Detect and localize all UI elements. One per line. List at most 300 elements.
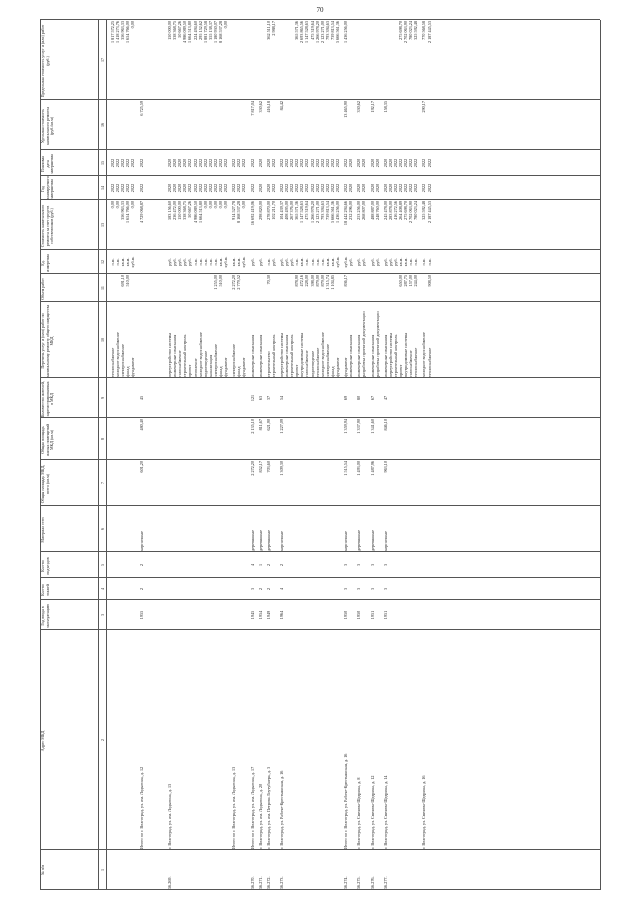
table-cell: строительный контроль [270, 334, 276, 377]
table-cell: 1950 [343, 610, 349, 620]
table-cell: г. Волгоград, ул. им. Лодыгина, д. 13 [167, 783, 172, 849]
table-cell: 2022 [335, 158, 340, 168]
table-cell: 2022 [130, 183, 136, 193]
table-cell: разработка проектной документации [361, 311, 367, 377]
table-cell: 224 494,60 [192, 21, 198, 40]
table-cell: 362 511,10 [265, 21, 271, 40]
column-rule [40, 889, 600, 890]
column-rule [40, 199, 600, 200]
table-cell: 2022 [249, 158, 255, 168]
table-cell: руб. [369, 258, 375, 266]
table-cell: фундамент [241, 357, 247, 377]
table-cell: 4 729 068,87 [138, 201, 144, 223]
header-cell: Плановая дата завершения [40, 154, 55, 174]
table-cell: 2022 [278, 183, 284, 193]
table-cell: 3 [369, 563, 375, 567]
table-cell: 50 667,26 [177, 21, 183, 38]
table-cell: 245 478,00 [382, 201, 388, 220]
table-cell: кв.м. [236, 257, 242, 267]
table-cell: 2020 [172, 183, 178, 193]
column-rule [40, 599, 600, 600]
table-cell: фундамент [223, 357, 229, 377]
column-number: 6 [100, 528, 105, 530]
table-cell: фасад [218, 366, 223, 377]
table-cell: инженерные изыскания [369, 334, 375, 377]
table-cell: 3 [343, 587, 349, 591]
table-cell: руб. [278, 258, 284, 266]
table-cell: 2022 [324, 158, 330, 168]
table-cell: 2020 [356, 183, 362, 193]
table-cell: 1 341,60 [369, 419, 375, 434]
table-cell: 2022 [329, 183, 335, 193]
table-cell: 1 309,30 [278, 461, 284, 476]
table-cell: г. Волгоград, ул. им. Лодыгина, д. 20 [257, 783, 263, 849]
table-cell: 739 813,54 [329, 21, 335, 40]
table-cell: строительный контроль [182, 334, 188, 377]
table-cell: электроснабжение [231, 344, 237, 377]
table-cell: 2022 [138, 183, 144, 193]
table-cell: 2022 [138, 158, 144, 168]
table-cell: 104 439,37 [278, 201, 284, 220]
table-cell: 2022 [223, 158, 229, 168]
table-cell: 4 986 089,50 [182, 21, 188, 43]
column-rule [40, 551, 600, 552]
table-cell: 338 368,75 [182, 201, 188, 220]
table-cell: 13 465,90 [343, 101, 349, 118]
table-cell: п.м. [309, 258, 315, 266]
table-cell: 2022 [110, 183, 115, 193]
column-number: 14 [100, 186, 105, 190]
table-cell: 0,00 [202, 201, 208, 209]
table-cell: 2022 [110, 158, 115, 168]
table-cell: 2022 [120, 183, 126, 193]
table-cell: 2020 [182, 158, 188, 168]
table-cell: куб.м. [223, 256, 229, 268]
table-cell: 2022 [115, 158, 121, 168]
table-cell: 158,35 [382, 101, 388, 113]
table-cell: 2022 [299, 183, 305, 193]
table-cell: 2 779,52 [236, 275, 242, 290]
table-cell: 1 337,90 [356, 419, 362, 434]
table-cell: 2 [138, 563, 144, 567]
table-cell: разработка проектной документации [374, 311, 380, 377]
table-cell: 5 666 561,36 [329, 201, 335, 223]
table-cell: инженерные изыскания [249, 334, 255, 377]
table-cell: п.м. [413, 258, 419, 266]
table-cell: переустройство системы [278, 332, 284, 377]
table-cell: 2 272,20 [231, 275, 237, 290]
table-cell: 2022 [192, 183, 198, 193]
table-cell: 69 [343, 395, 349, 401]
table-cell: куб.м. [130, 256, 136, 268]
table-cell: руб. [289, 258, 295, 266]
table-cell: 3 [356, 563, 362, 567]
table-cell: 770 568,58 [421, 21, 427, 40]
table-cell: кирпичные [138, 531, 144, 551]
table-cell: фасад [329, 366, 335, 377]
column-rule [40, 577, 600, 578]
table-cell: 416 272,56 [392, 201, 398, 220]
table-cell: 0,00 [130, 201, 136, 209]
table-cell: 0,00 [223, 21, 229, 29]
table-cell: теплоснабжение [426, 347, 432, 377]
table-cell: 0,00 [207, 201, 213, 209]
table-cell: 2022 [241, 158, 247, 168]
table-cell: 2022 [319, 183, 325, 193]
table-cell: г. Волгоград, ул. Смехова-Щедрина, д. 8 [356, 777, 362, 849]
table-cell: 2022 [329, 158, 335, 168]
table-cell: 330,62 [356, 101, 362, 113]
table-cell: переустройство системы [167, 332, 172, 377]
table-cell: 3 [369, 587, 375, 591]
table-cell: 2022 [314, 158, 320, 168]
table-cell: 2 123 271,00 [314, 201, 320, 223]
table-cell: Итого по г. Волгоград, ул. Рабоче-Крестьянская, д. 16 [343, 753, 349, 849]
table-cell: 1 664 513,80 [197, 201, 203, 223]
column-number: 10 [100, 338, 105, 342]
table-cell: 1951 [369, 610, 375, 620]
table-cell: проект [187, 364, 193, 377]
table-cell: 192,17 [369, 101, 375, 113]
table-cell: 56.275. [356, 876, 362, 889]
table-cell: деревянные [356, 530, 362, 551]
table-cell: 601,20 [138, 461, 144, 473]
column-rule [40, 301, 600, 302]
table-cell: 1 436 256,00 [335, 201, 340, 223]
table-cell: 248 760,00 [374, 201, 380, 220]
table-cell: 1 817 572,25 [110, 21, 115, 43]
table-cell: 1 255,00 [212, 275, 218, 290]
table-cell: кирпичные [343, 531, 349, 551]
table-cell: 1 180 930,07 [212, 21, 218, 43]
table-cell: 236 472,00 [172, 201, 178, 220]
table-cell: 2 187 445,53 [426, 21, 432, 43]
row-rule [98, 20, 99, 890]
table-cell: 879,00 [314, 275, 320, 287]
table-cell: 253 256,00 [356, 201, 362, 220]
header-cell: Материал стен [40, 517, 45, 543]
header-cell: Общая площадь МКД, всего (кв.м) [40, 464, 50, 504]
table-cell: 1 654 766,00 [125, 201, 131, 223]
table-cell: 2022 [207, 158, 213, 168]
table-cell: переустройство системы [387, 332, 393, 377]
table-cell: 3 [382, 587, 388, 591]
table-cell: руб. [348, 258, 354, 266]
table-cell: п.м. [197, 258, 203, 266]
table-cell: 1 266 978,20 [314, 21, 320, 43]
header-cell: Предельная стоимость услуг и (или) работ (руб.) [40, 24, 50, 98]
table-cell: кв.м. [299, 257, 305, 267]
table-cell: канализация [207, 354, 213, 377]
table-cell: п.м. [110, 258, 115, 266]
table-cell: электроснабжение [120, 344, 126, 377]
table-cell: п.м. [314, 258, 320, 266]
table-cell: 480,40 [138, 419, 144, 431]
header-cell: Кол-во подъездов [40, 557, 50, 575]
table-cell: 2022 [289, 183, 295, 193]
table-cell: 2022 [421, 158, 427, 168]
table-cell: 1955 [138, 610, 144, 620]
table-cell: 8 168 537,28 [236, 201, 242, 223]
table-cell: 2020 [356, 158, 362, 168]
table-cell: 37 [265, 395, 271, 401]
table-cell: 488 887,00 [369, 201, 375, 220]
table-cell: 2022 [294, 158, 300, 168]
table-cell: 150 000,00 [177, 201, 183, 220]
table-cell: 2022 [202, 158, 208, 168]
table-cell: 780 023,24 [408, 21, 414, 40]
table-cell: Итого по г. Волгоград, ул. им. Лодыгина, д. 13 [231, 766, 237, 849]
column-number: 17 [100, 58, 105, 62]
table-cell: 295 152,62 [197, 21, 203, 40]
table-cell: 1 487,96 [369, 461, 375, 476]
table-cell: руб. [187, 258, 193, 266]
table-cell: 2022 [130, 158, 136, 168]
table-cell: 2022 [408, 158, 414, 168]
column-rule [40, 849, 600, 850]
table-cell: 330,62 [257, 101, 263, 113]
table-cell: 793 394,63 [324, 21, 330, 40]
table-cell: 1950 [356, 610, 362, 620]
column-rule [40, 99, 600, 100]
table-cell: 2022 [212, 158, 218, 168]
table-cell: деревянные [369, 530, 375, 551]
table-cell: 1 654 766,00 [125, 21, 131, 43]
table-cell: 2022 [187, 158, 193, 168]
table-cell: 5 666 561,36 [335, 21, 340, 43]
table-cell: 3 [249, 587, 255, 591]
table-cell: руб. [172, 258, 178, 266]
table-cell: 2 [257, 587, 263, 591]
table-cell: 408 495,00 [284, 201, 289, 220]
table-cell: руб. [387, 258, 393, 266]
table-cell: 2022 [403, 158, 409, 168]
table-cell: 2020 [177, 158, 183, 168]
table-cell: 1949 [265, 610, 271, 620]
table-cell: 2022 [202, 183, 208, 193]
table-cell: 2022 [236, 158, 242, 168]
table-cell: 56.269. [167, 876, 172, 889]
table-cell: 268 807,00 [361, 201, 367, 220]
column-rule [40, 19, 600, 20]
capital-repair-table [40, 20, 600, 890]
table-cell: г. Волгоград, ул. Смехова-Щедрина, д. 14 [382, 775, 388, 849]
column-rule [40, 459, 600, 460]
table-cell: 2022 [187, 183, 193, 193]
table-cell: 2022 [408, 183, 414, 193]
table-cell: 1 418 273,76 [115, 21, 121, 43]
row-rule [600, 20, 601, 890]
table-cell: деревянные [265, 530, 271, 551]
table-cell: 2 693 865,56 [299, 21, 305, 43]
table-cell: 7 817,04 [249, 101, 255, 116]
table-cell: 2022 [304, 158, 310, 168]
table-cell: теплоснабжение [413, 347, 419, 377]
table-cell: газоснабжение [408, 350, 414, 377]
table-cell: 356 963,33 [120, 21, 126, 40]
header-cell: Объем работ [40, 278, 45, 300]
table-cell: 50 667,26 [187, 201, 193, 218]
table-cell: 1 266 978,20 [309, 201, 315, 223]
table-cell: инженерные изыскания [257, 334, 263, 377]
table-cell: п.м. [202, 258, 208, 266]
table-cell: 2022 [304, 183, 310, 193]
table-cell: 510,00 [218, 275, 223, 287]
table-cell: 2022 [115, 183, 121, 193]
table-cell: фундамент [130, 357, 136, 377]
table-cell: 47 [382, 395, 388, 401]
table-cell: 1954 [257, 610, 263, 620]
table-cell: 2022 [392, 158, 398, 168]
table-cell: п.м. [115, 258, 121, 266]
table-cell: руб. [382, 258, 388, 266]
table-cell: 2022 [324, 183, 330, 193]
table-cell: фундамент [335, 357, 340, 377]
table-cell: п.м. [294, 258, 300, 266]
column-rule [40, 505, 600, 506]
table-cell: 846,10 [382, 419, 388, 431]
table-cell: строительный контроль [289, 334, 295, 377]
table-cell: 2 [265, 563, 271, 567]
table-cell: 56.273. [278, 876, 284, 889]
table-cell: 2022 [343, 158, 349, 168]
table-cell: отопление [192, 358, 198, 377]
table-cell: 2022 [212, 183, 218, 193]
table-cell: Итого по г. Волгоград, ул. им. Лодыгина, д. 12 [138, 766, 144, 849]
table-cell: проект [294, 364, 300, 377]
page-number: 70 [316, 6, 324, 14]
table-cell: кв.м. [231, 257, 237, 267]
table-cell: 278 870,00 [265, 201, 271, 220]
table-cell: руб. [374, 258, 380, 266]
table-cell: теплоснабжение [314, 347, 320, 377]
table-cell: 703,60 [265, 461, 271, 473]
table-cell: 3 [343, 563, 349, 567]
column-rule [40, 417, 600, 418]
column-number: 15 [100, 161, 105, 165]
table-cell: 691,10 [120, 275, 126, 287]
column-number: 4 [100, 588, 105, 590]
table-cell: 1 359,94 [343, 419, 349, 434]
table-cell: руб. [356, 258, 362, 266]
table-cell: 475 319,64 [304, 201, 310, 220]
table-cell: 2020 [172, 158, 178, 168]
header-cell: Ед. измерения [40, 254, 50, 272]
table-cell: 228,00 [304, 275, 310, 287]
table-cell: 0,00 [212, 201, 218, 209]
table-cell: Итого по г. Волгоград, ул. им. Лодыгина, д. 17 [249, 766, 255, 849]
table-cell: 290,17 [421, 101, 427, 113]
table-cell: кирпичные [382, 531, 388, 551]
table-cell: 3 [356, 587, 362, 591]
table-cell: 2020 [382, 183, 388, 193]
table-cell: фундамент [343, 357, 349, 377]
table-cell: 2022 [197, 158, 203, 168]
table-cell: 0,00 [115, 201, 121, 209]
table-cell: 45 [138, 395, 144, 401]
table-cell: руб. [167, 258, 172, 266]
table-cell: 70,30 [265, 275, 271, 285]
table-cell: 2022 [294, 183, 300, 193]
table-cell: п.м. [265, 258, 271, 266]
table-cell: 2022 [314, 183, 320, 193]
table-cell: куб.м. [241, 256, 247, 268]
table-cell: 0,00 [130, 21, 136, 29]
table-cell: руб. [249, 258, 255, 266]
table-cell: 1 227,09 [278, 419, 284, 434]
table-cell: 54 [278, 395, 284, 401]
table-cell: 275 698,70 [403, 201, 409, 220]
table-cell: 2020 [167, 183, 172, 193]
table-cell: 2020 [257, 183, 263, 193]
table-cell: 0,00 [241, 201, 247, 209]
table-cell: инженерные изыскания [172, 334, 178, 377]
table-cell: 1945 [249, 610, 255, 620]
table-cell: 2022 [319, 158, 325, 168]
table-cell: водоотведение [202, 350, 208, 377]
table-cell: 2020 [387, 158, 393, 168]
header-cell: № п/п [40, 864, 45, 876]
table-cell: 879,00 [319, 275, 325, 287]
table-cell: холодное водоснабжение [421, 332, 427, 377]
table-cell: 2020 [348, 183, 354, 193]
column-number: 7 [100, 482, 105, 484]
table-cell: 6 725,59 [138, 101, 144, 116]
table-cell: 157,00 [408, 275, 414, 287]
table-cell: 2022 [284, 183, 289, 193]
table-cell: 1 147 528,63 [299, 201, 305, 223]
column-rule [40, 377, 600, 378]
table-cell: 2022 [278, 158, 284, 168]
table-cell: 2022 [413, 183, 419, 193]
table-cell: строительство [265, 351, 271, 377]
table-cell: 2022 [335, 183, 340, 193]
table-cell: инженерные изыскания [382, 334, 388, 377]
table-cell: 2022 [125, 158, 131, 168]
rotated-sheet [40, 20, 600, 890]
table-cell: теплоснабжение [110, 347, 115, 377]
table-cell: 67 [369, 395, 375, 401]
table-cell: 267 376,00 [289, 201, 295, 220]
table-cell: 264 408,89 [398, 201, 403, 220]
table-cell: 80 [356, 395, 362, 401]
column-number: 16 [100, 123, 105, 127]
table-cell: п.м. [304, 258, 310, 266]
table-cell: кв.м. [329, 257, 335, 267]
table-cell: холодное водоснабжение [197, 332, 203, 377]
table-cell: 2020 [182, 183, 188, 193]
table-cell: 2022 [426, 158, 432, 168]
table-cell: 2022 [309, 158, 315, 168]
table-cell: 2020 [167, 158, 172, 168]
table-cell: 56.276. [369, 876, 375, 889]
table-cell: 356 963,33 [120, 201, 126, 220]
table-cell: г. Волгоград, ул. Рабоче-Крестьянская, д. 16 [278, 770, 284, 849]
table-cell: 2020 [348, 158, 354, 168]
column-number: 12 [100, 260, 105, 264]
column-rule [40, 273, 600, 274]
table-cell: 325 592,48 [413, 21, 419, 40]
table-cell: 2022 [236, 183, 242, 193]
table-cell: 8 168 537,28 [218, 21, 223, 43]
table-cell: 2020 [177, 183, 183, 193]
table-cell: 878,90 [294, 275, 300, 287]
column-number: 2 [100, 739, 105, 741]
table-cell: 365 571,36 [294, 21, 300, 40]
table-cell: 472,16 [299, 275, 305, 287]
table-cell: 475 319,64 [309, 21, 315, 40]
header-cell: Год планируемого завершения [40, 176, 55, 200]
